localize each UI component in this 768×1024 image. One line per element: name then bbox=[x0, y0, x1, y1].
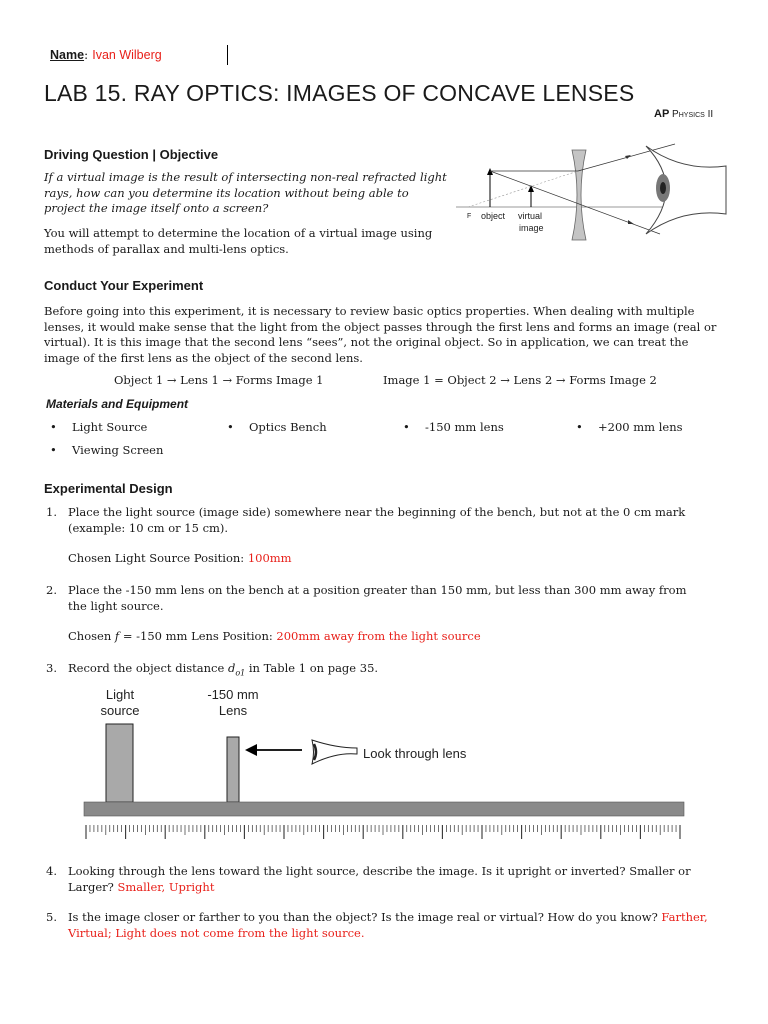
look-arrow-head bbox=[245, 744, 257, 756]
step-1-text: Place the light source (image side) somewhere near the beginning of the bench, but not at the 0 cm mark (example: 10 cm or 15 cm). bbox=[68, 505, 686, 535]
object-label: object bbox=[481, 211, 506, 221]
driving-question-text: If a virtual image is the result of intersecting non-real refracted light rays, how can you determine its location without being able to project the image itself onto a screen? bbox=[44, 170, 447, 215]
material-item-optics-bench: • Optics Bench bbox=[227, 420, 327, 434]
objective-text: You will attempt to determine the location of a virtual image using methods of parallax and multi-lens optics. bbox=[44, 226, 433, 256]
conduct-experiment-heading: Conduct Your Experiment bbox=[44, 278, 204, 293]
light-source-block bbox=[106, 724, 133, 802]
name-label: Name bbox=[50, 48, 85, 62]
course-ap: AP bbox=[654, 108, 670, 120]
ray-arrow-1 bbox=[625, 155, 631, 159]
step-4-text: Looking through the lens toward the light source, describe the image. Is it upright or inverted? Smaller or Larger? Smaller, Upright bbox=[68, 864, 691, 894]
bench-ruler bbox=[86, 825, 680, 839]
name-colon: : bbox=[84, 47, 93, 62]
image-label: image bbox=[519, 223, 544, 233]
step-5-text: Is the image closer or farther to you than the object? Is the image real or virtual? How do you know? Farther, Virtual; Light does not come from the light source. bbox=[68, 910, 708, 940]
page-title: LAB 15. RAY OPTICS: IMAGES OF CONCAVE LENSES bbox=[44, 80, 635, 106]
text-cursor bbox=[227, 45, 228, 65]
optics-bench-diagram bbox=[80, 686, 690, 842]
step-number: 5. bbox=[46, 910, 57, 924]
eye-pupil bbox=[660, 182, 666, 194]
step-number: 2. bbox=[46, 583, 57, 597]
material-item-pos-lens: • +200 mm lens bbox=[576, 420, 683, 434]
materials-heading: Materials and Equipment bbox=[46, 397, 189, 411]
light-source-label-2: source bbox=[100, 703, 140, 718]
concave-lens-eye-diagram bbox=[450, 132, 730, 244]
name-value[interactable]: Ivan Wilberg bbox=[92, 48, 162, 62]
look-through-lens-label: Look through lens bbox=[363, 746, 467, 761]
image-description-answer[interactable]: Smaller, Upright bbox=[117, 879, 215, 894]
driving-question-heading: Driving Question | Objective bbox=[44, 147, 219, 162]
step-2-answer: Chosen f = -150 mm Lens Position: 200mm away from the light source bbox=[68, 629, 481, 643]
viewer-eye-icon bbox=[312, 740, 357, 764]
step-number: 1. bbox=[46, 505, 57, 519]
material-item-light-source: • Light Source bbox=[50, 420, 148, 434]
step-3-text: Record the object distance $d_{o1}$ in Table 1 on page 35. bbox=[68, 661, 379, 678]
name-row bbox=[50, 47, 162, 62]
image-position-answer[interactable]: Farther, Virtual; Light does not come from the light source. bbox=[68, 910, 708, 940]
step-number: 4. bbox=[46, 864, 57, 878]
step-2-text: Place the -150 mm lens on the bench at a position greater than 150 mm, but less than 300 mm away from the light source. bbox=[68, 583, 687, 613]
lens-chain-1: Object 1 → Lens 1 → Forms Image 1 bbox=[114, 373, 324, 387]
ray-arrow-2 bbox=[628, 220, 634, 224]
lens-label-2: Lens bbox=[218, 703, 248, 718]
lens-chain-2: Image 1 = Object 2 → Lens 2 → Forms Image 2 bbox=[383, 373, 657, 387]
light-source-label-1: Light bbox=[105, 687, 135, 702]
step-number: 3. bbox=[46, 661, 57, 675]
light-source-position-answer[interactable]: 100mm bbox=[247, 551, 292, 565]
experimental-design-heading: Experimental Design bbox=[44, 481, 173, 496]
material-item-viewing-screen: • Viewing Screen bbox=[50, 443, 164, 457]
lens-block bbox=[227, 737, 239, 802]
concave-lens bbox=[572, 150, 586, 240]
material-item-neg-lens: • -150 mm lens bbox=[403, 420, 504, 434]
optics-bench-rail bbox=[84, 802, 684, 816]
step-1-answer: Chosen Light Source Position: 100mm bbox=[68, 551, 292, 565]
lens-label-1: -150 mm bbox=[207, 687, 259, 702]
virtual-label: virtual bbox=[518, 211, 543, 221]
course-label bbox=[654, 108, 713, 120]
lens-position-answer[interactable]: 200mm away from the light source bbox=[276, 629, 481, 643]
experiment-intro: Before going into this experiment, it is necessary to review basic optics properties. When dealing with multiple lenses, it would make sense that the light from the object passes through the first lens and forms an image (real or virtual). It is this image that the second lens “sees”, not the original object. So in application, we can treat the image of the first lens as the object of the second lens. bbox=[44, 304, 717, 365]
ray-extension bbox=[468, 171, 578, 207]
course-name: Physics II bbox=[669, 109, 714, 120]
focal-point-label: F bbox=[467, 213, 472, 220]
